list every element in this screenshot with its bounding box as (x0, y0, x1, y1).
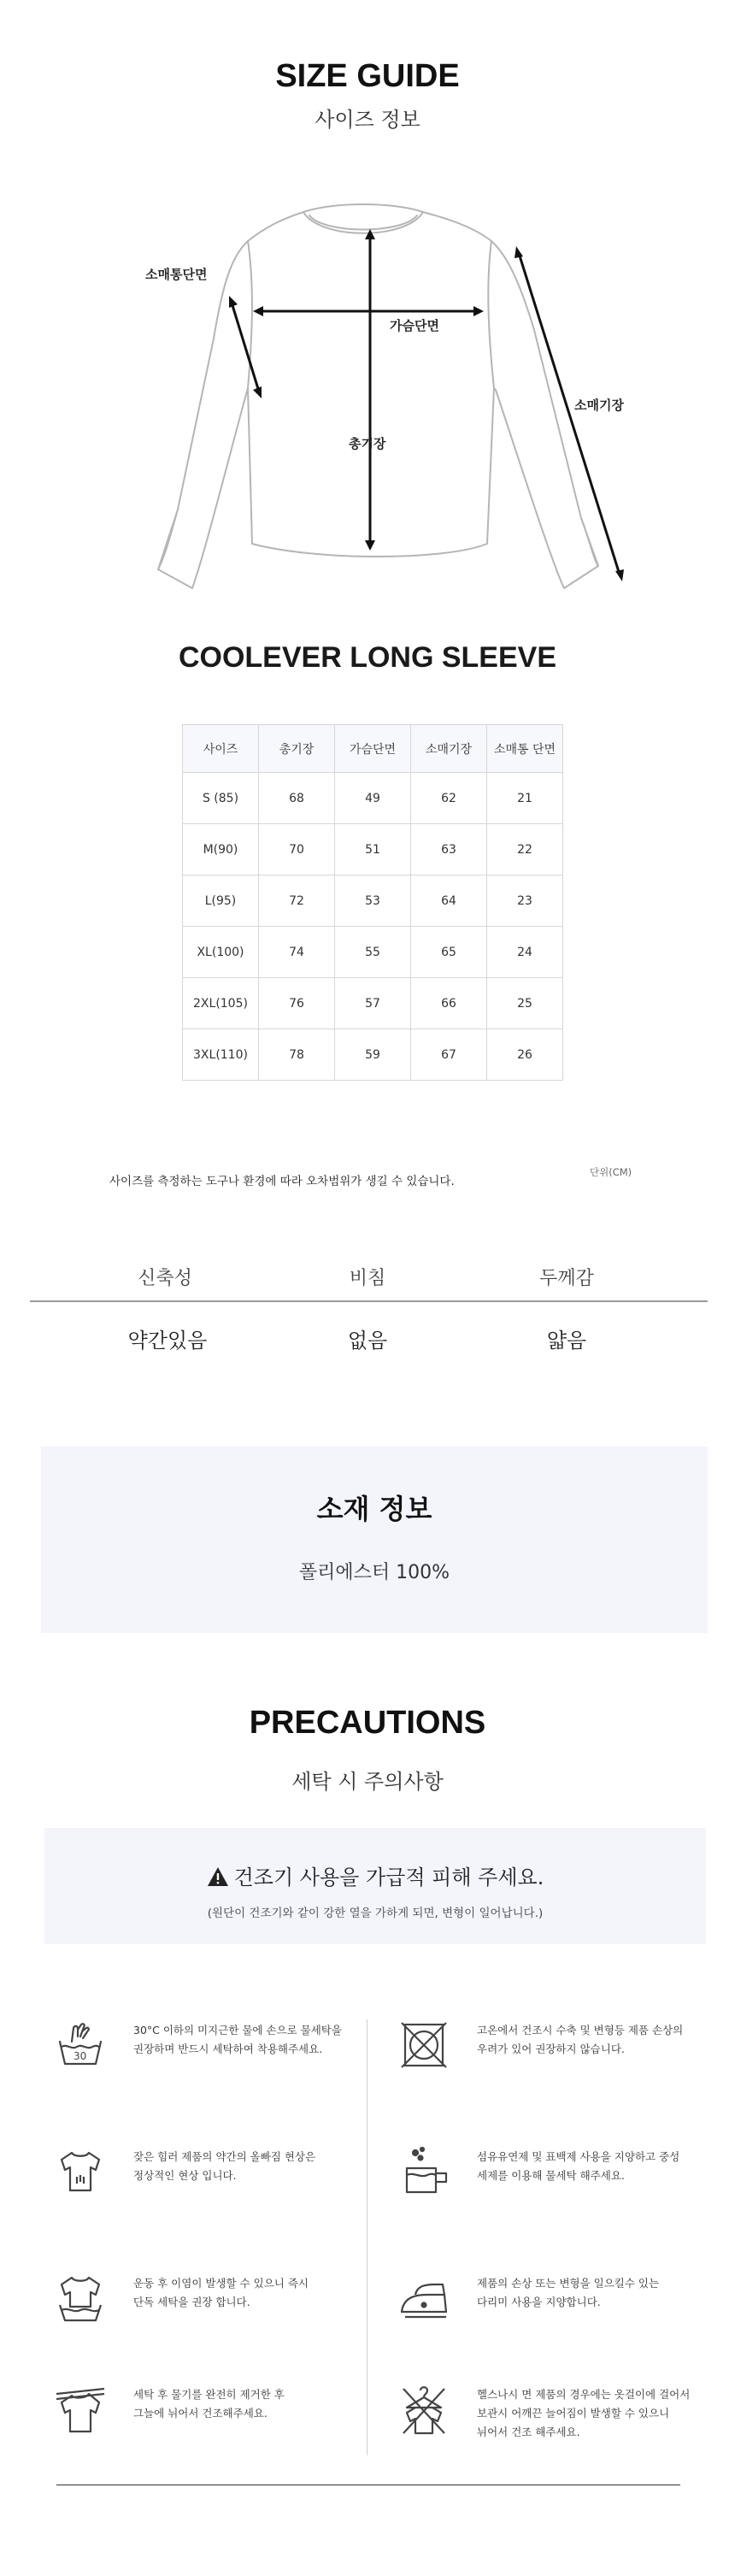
table-cell: 59 (335, 1029, 411, 1081)
table-cell: 25 (487, 978, 563, 1029)
table-cell: 78 (259, 1029, 335, 1081)
table-cell: 49 (335, 773, 411, 824)
table-cell: 53 (335, 875, 411, 927)
care-item (398, 2384, 706, 2443)
table-cell: S (85) (183, 773, 259, 824)
table-cell: 57 (335, 978, 411, 1029)
chest-label: 가슴단면 (390, 318, 439, 333)
table-row (183, 824, 563, 875)
precautions-title: PRECAUTIONS (249, 1705, 486, 1741)
table-cell: L(95) (183, 875, 259, 927)
warning-title-text: 건조기 사용을 가급적 피해 주세요. (233, 1866, 544, 1889)
sleeve-width-label: 소매통단면 (145, 267, 208, 282)
care-text: 섬유유연제 및 표백제 사용을 지양하고 중성 세제를 이용해 물세탁 해주세요. (477, 2150, 680, 2182)
measurement-note: 사이즈를 측정하는 도구나 환경에 따라 오차범위가 생길 수 있습니다. (109, 1175, 455, 1188)
shirt-diagram-svg (120, 193, 632, 595)
table-cell: 3XL(110) (183, 1029, 259, 1081)
table-cell: 76 (259, 978, 335, 1029)
measurement-arrows (229, 229, 624, 581)
size-table-header: 사이즈 (183, 725, 259, 773)
care-text: 헬스나시 면 제품의 경우에는 옷걸이에 걸어서 보관시 어깨끈 늘어짐이 발생할 수 있으니 뉘어서 건조 해주세요. (477, 2388, 691, 2438)
care-item (398, 2019, 706, 2079)
care-text: 세탁 후 물기를 완전히 제거한 후 그늘에 뉘어서 건조해주세요. (133, 2388, 285, 2420)
care-text: 잦은 힘러 제품의 약간의 올빠짐 현상은 정상적인 현상 입니다. (133, 2150, 316, 2182)
size-guide-title: SIZE GUIDE (275, 58, 460, 94)
table-cell: 63 (411, 824, 487, 875)
fabric-divider (30, 1300, 708, 1302)
size-table-header: 소매기장 (411, 725, 487, 773)
material-box (41, 1447, 708, 1633)
table-cell: 70 (259, 824, 335, 875)
sleeve-length-arrow-head-top (514, 246, 523, 258)
table-row (183, 978, 563, 1029)
warning-subtitle: (원단이 건조기와 같이 강한 열을 가하게 되면, 변형이 일어납니다.) (207, 1907, 544, 1920)
size-table-header: 소매통 단면 (487, 725, 563, 773)
care-item (398, 2272, 706, 2332)
table-cell: 24 (487, 927, 563, 978)
dryer-warning-box (44, 1828, 706, 1944)
low-iron-icon (398, 2272, 450, 2324)
total-length-label: 총기장 (349, 436, 386, 451)
care-text: 30°C 이하의 미지근한 물에 손으로 물세탁을 권장하며 반드시 세탁하여 착용해주세요. (133, 2024, 342, 2055)
table-row (183, 927, 563, 978)
table-row (183, 875, 563, 927)
tshirt-wash-icon (55, 2272, 106, 2324)
table-cell: 21 (487, 773, 563, 824)
sleeve-length-arrow (519, 253, 620, 575)
care-text: 운동 후 이염이 발생할 수 있으니 즉시 단독 세탁을 권장 합니다. (133, 2277, 309, 2308)
care-item (55, 2146, 362, 2206)
care-item (55, 2384, 362, 2443)
table-cell: 51 (335, 824, 411, 875)
table-cell: 74 (259, 927, 335, 978)
care-text: 제품의 손상 또는 변형을 일으킬수 있는 다리미 사용을 지양합니다. (477, 2277, 660, 2308)
table-cell: 64 (411, 875, 487, 927)
size-table-header: 총기장 (259, 725, 335, 773)
care-item (55, 2019, 362, 2079)
table-cell: 55 (335, 927, 411, 978)
table-row (183, 1029, 563, 1081)
unit-label: 단위(CM) (590, 1166, 632, 1178)
table-cell: 26 (487, 1029, 563, 1081)
size-guide-subtitle: 사이즈 정보 (315, 108, 420, 132)
table-cell: 68 (259, 773, 335, 824)
table-cell: 23 (487, 875, 563, 927)
stretch-header: 신축성 (138, 1268, 192, 1289)
material-title: 소재 정보 (316, 1493, 432, 1525)
sleeve-width-arrow-head-bottom (253, 386, 262, 398)
shade-dry-icon (55, 2384, 106, 2435)
length-arrow-head-bottom (365, 540, 375, 551)
size-table-header: 가슴단면 (335, 725, 411, 773)
precautions-subtitle: 세탁 시 주의사항 (291, 1770, 444, 1794)
care-text: 고온에서 건조시 수축 및 변형등 제품 손상의 우려가 있어 권장하지 않습니다. (477, 2024, 684, 2055)
care-item (398, 2146, 706, 2206)
table-cell: 62 (411, 773, 487, 824)
sheerness-header: 비침 (349, 1268, 386, 1289)
care-item (55, 2272, 362, 2332)
warning-title (44, 1860, 706, 1892)
table-cell: XL(100) (183, 927, 259, 978)
sleeve-length-arrow-head-bottom (615, 569, 624, 581)
table-cell: M(90) (183, 824, 259, 875)
shirt-outline (158, 204, 598, 588)
sheerness-value: 없음 (347, 1329, 388, 1353)
tshirt-pilling-icon (55, 2146, 106, 2197)
size-table-header-row (183, 725, 563, 773)
sleeve-length-label: 소매기장 (574, 398, 624, 413)
length-arrow-head-top (365, 229, 375, 239)
care-divider (367, 2019, 368, 2455)
neutral-detergent-icon (398, 2146, 450, 2197)
thickness-header: 두께감 (539, 1268, 594, 1289)
product-name: COOLEVER LONG SLEEVE (178, 641, 557, 674)
table-cell: 22 (487, 824, 563, 875)
no-hanger-icon (398, 2384, 450, 2435)
svg-text:30: 30 (74, 2050, 87, 2062)
material-value: 폴리에스터 100% (298, 1562, 450, 1583)
thickness-value: 얇음 (546, 1329, 587, 1353)
table-cell: 67 (411, 1029, 487, 1081)
no-tumble-dry-icon (398, 2019, 450, 2071)
stretch-value: 약간있음 (127, 1329, 208, 1353)
table-row (183, 773, 563, 824)
sleeve-width-arrow (232, 303, 259, 392)
chest-arrow-head-left (253, 306, 263, 316)
warning-icon (207, 1866, 229, 1892)
size-table (182, 724, 563, 1081)
hand-wash-30-icon (55, 2019, 106, 2071)
table-cell: 2XL(105) (183, 978, 259, 1029)
sleeve-width-arrow-head-top (229, 296, 238, 308)
table-cell: 66 (411, 978, 487, 1029)
shirt-measurement-diagram (120, 193, 632, 595)
table-cell: 65 (411, 927, 487, 978)
chest-arrow-head-right (473, 306, 484, 316)
table-cell: 72 (259, 875, 335, 927)
